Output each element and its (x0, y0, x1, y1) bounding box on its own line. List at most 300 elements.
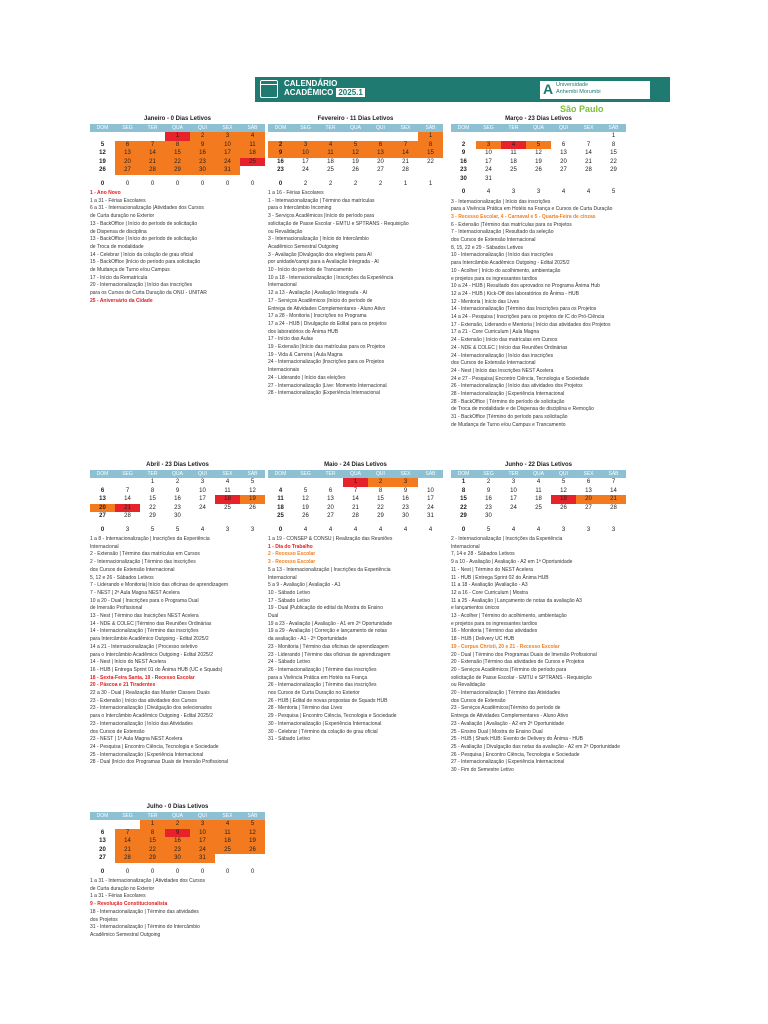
weekday-header: QUI (190, 470, 215, 478)
event-item: 17 a 21 - Core Curriculum | Aula Magna (451, 329, 540, 336)
event-item: 19 a 29 - Avaliação | Correção e lançamento de notas (268, 628, 388, 635)
event-item: 18 - HUB | Delivery UC HUB (451, 636, 515, 643)
weekday-header: SEG (476, 124, 501, 132)
weekday-header: SEX (215, 812, 240, 820)
day-cell: 3 (215, 132, 240, 141)
day-cell: 17 (199, 496, 206, 502)
events-list (268, 190, 443, 398)
day-cell: 8 (461, 487, 466, 494)
day-cell (215, 512, 240, 521)
university-logo: A Universidade Anhembi Morumbi (540, 81, 650, 99)
event-item: 1 a 31 - Férias Escolares (90, 893, 146, 900)
weekday-header: SÁB (240, 470, 265, 478)
day-cell: 15 (140, 837, 165, 846)
month-june (451, 461, 626, 775)
day-cell (601, 512, 626, 521)
day-cell: 15 (149, 496, 156, 502)
event-item: 20 - Internacionalização | Início das inscrições (90, 282, 193, 289)
weekday-header: SÁB (418, 470, 443, 478)
day-cell (501, 175, 526, 184)
day-cell (90, 478, 115, 487)
day-cell: 26 (99, 167, 106, 173)
event-item: 16 - HUB | Entrega Sprint 01 do Ânima HUB (UC e Squads) (90, 666, 223, 673)
event-item: 12 - Mentoria | Início das Lives (451, 298, 519, 305)
weekday-count: 0 (200, 180, 205, 187)
day-cell: 19 (240, 837, 265, 846)
weekday-header: SEG (476, 470, 501, 478)
day-cell: 2 (268, 141, 293, 150)
day-cell: 13 (99, 838, 106, 844)
day-cell (268, 478, 293, 487)
event-item: 24 - Internacionalização | Início das inscrições (451, 352, 554, 359)
weekday-count: 0 (100, 868, 105, 875)
weekday-count: 4 (536, 526, 541, 533)
weekday-header: QUA (165, 470, 190, 478)
event-item: 2 - Extensão | Término das matrículas em Cursos (90, 551, 200, 558)
weekday-count: 3 (561, 526, 566, 533)
day-cell: 11 (318, 149, 343, 158)
event-item: 19 a 23 - Avaliação | Avaliação - A1 em 2ª Oportunidade (268, 620, 393, 627)
day-cell (90, 820, 115, 829)
weekday-count: 1 (403, 180, 408, 187)
day-cell: 11 (277, 496, 284, 502)
event-item: 26 - Internacionalização | Início das atividades dos Projetos (451, 383, 583, 390)
day-cell: 22 (377, 504, 384, 511)
event-item: 23 - Internacionalização | Divulgação dos selecionados (90, 705, 212, 712)
day-cell: 8 (150, 487, 155, 494)
day-cell: 10 (293, 149, 318, 158)
day-cell: 7 (586, 141, 591, 148)
event-item: 17 - Extensão, Liderando e Mentoria | Início das atividades dos Projetos (451, 321, 611, 328)
event-item: 7, 14 e 28 - Sábados Letivos (451, 551, 515, 558)
weekday-header: TER (140, 812, 165, 820)
weekday-count: 5 (486, 526, 491, 533)
day-cell (526, 132, 551, 141)
weekday-count: 0 (225, 868, 230, 875)
day-cell: 9 (486, 487, 491, 494)
weekday-count-row (90, 526, 265, 535)
month-grid (451, 124, 626, 183)
event-item: 27 - Internacionalização | Experiência Internacional (451, 759, 565, 766)
weekday-count: 4 (403, 526, 408, 533)
weekday-header: SEG (115, 812, 140, 820)
day-cell: 4 (278, 487, 283, 494)
day-cell (418, 478, 443, 487)
day-cell: 25 (535, 504, 542, 511)
day-cell: 25 (224, 504, 231, 511)
day-cell: 24 (510, 504, 517, 511)
day-cell: 4 (501, 141, 526, 150)
weekday-header: SÁB (240, 812, 265, 820)
day-cell: 21 (140, 158, 165, 167)
day-cell: 2 (368, 478, 393, 487)
weekday-count: 4 (200, 526, 205, 533)
event-item: 1 - Ano Novo (90, 190, 121, 196)
weekday-header: QUA (343, 124, 368, 132)
day-cell: 21 (115, 504, 140, 513)
event-item: 18 - Sexta-Feira Santa, 19 - Recesso Escolar (90, 674, 195, 681)
event-item: 2 - Internacionalização | Inscrições da Experiência (451, 536, 563, 542)
day-cell (318, 132, 343, 141)
event-item: 14 - NDE & COLEC |Término das Reuniões Ordinárias (90, 620, 212, 627)
day-cell: 16 (485, 496, 492, 502)
event-item: Dual (268, 613, 279, 620)
day-cell: 23 (190, 158, 215, 167)
weekday-count: 5 (611, 189, 616, 195)
weekday-count-row (90, 868, 265, 877)
weekday-count: 1 (428, 180, 433, 187)
weekday-header: SEG (115, 124, 140, 132)
events-list (90, 190, 265, 306)
day-cell: 24 (215, 158, 240, 167)
event-item: de Dispensa de disciplina (90, 228, 147, 235)
day-cell: 4 (240, 132, 265, 141)
day-cell: 28 (402, 167, 409, 173)
day-cell: 13 (585, 487, 592, 494)
day-cell: 2 (165, 820, 190, 829)
weekday-count: 0 (200, 868, 205, 875)
day-cell: 6 (328, 487, 333, 494)
event-item: 7 - NEST | 2ª Aula Magna NEST Acelera (90, 589, 180, 596)
weekday-header: SEX (576, 124, 601, 132)
day-cell: 17 (215, 149, 240, 158)
day-cell: 1 (150, 479, 155, 485)
event-item: 1 - Dia do Trabalho (268, 543, 313, 550)
day-cell: 30 (165, 854, 190, 863)
event-item: Internacional (90, 543, 119, 550)
day-cell (240, 854, 265, 863)
event-item: 11 - HUB | Entrega Sprint 02 do Ânima HUB (451, 574, 549, 581)
day-cell (551, 132, 576, 141)
day-cell: 21 (585, 158, 592, 165)
events-list (268, 536, 443, 744)
day-cell: 24 (485, 167, 492, 173)
weekday-count: 2 (303, 180, 308, 187)
day-cell: 23 (485, 504, 492, 511)
day-cell: 8 (165, 141, 190, 150)
day-cell: 9 (461, 150, 466, 156)
weekday-count-row (451, 188, 626, 197)
event-item: de Imersão Profissional (90, 605, 143, 612)
day-cell: 22 (149, 504, 156, 511)
month-title: Março - 23 Dias Letivos (505, 116, 572, 122)
day-cell: 12 (249, 487, 256, 494)
day-cell: 27 (327, 513, 334, 519)
event-item: 9 a 10 - Avaliação | Avaliação - A2 em 1ª Oportunidade (451, 559, 573, 566)
event-item: 24 - Liderando | Início das eleições (268, 374, 346, 381)
event-item: dos Cursos de Extensão Internacional (451, 237, 536, 244)
event-item: 13 - Nest | Término das Inscrições NEST Acelera (90, 613, 199, 620)
day-cell: 12 (99, 150, 106, 156)
weekday-header: SÁB (601, 124, 626, 132)
weekday-count: 0 (100, 526, 105, 533)
weekday-count: 4 (511, 526, 516, 533)
event-item: 3 - Avaliação |Divulgação dos elegíveis para AI (268, 251, 372, 258)
day-cell: 6 (115, 141, 140, 150)
event-item: 5, 12 e 26 - Sábados Letivos (90, 574, 154, 581)
event-item: 20 - Extensão |Término das atividades de Cursos e Projetos (451, 659, 585, 666)
weekday-count: 0 (225, 180, 230, 187)
day-cell: 21 (352, 504, 359, 511)
event-item: 17 - Início das Aulas (268, 336, 314, 343)
day-cell: 23 (402, 504, 409, 511)
weekday-count: 5 (175, 526, 180, 533)
day-cell: 12 (535, 150, 542, 156)
day-cell: 14 (585, 150, 592, 156)
event-item: 10 - Início do período de Trancamento (268, 267, 353, 274)
day-cell: 5 (100, 141, 105, 148)
day-cell: 19 (99, 158, 106, 165)
day-cell: 31 (485, 175, 492, 182)
event-item: 27 - Internacionalização |Live: Momento Internacional (268, 382, 387, 389)
day-cell: 28 (140, 166, 165, 175)
day-cell (240, 166, 265, 175)
day-cell: 6 (561, 141, 566, 148)
event-item: de Troca de modalidade e de Dispensa de disciplina e Remoção (451, 406, 594, 413)
weekday-header: QUA (165, 812, 190, 820)
weekday-count: 3 (611, 526, 616, 533)
month-grid (268, 470, 443, 521)
day-cell: 31 (190, 854, 215, 863)
day-cell: 19 (240, 495, 265, 504)
day-cell: 26 (302, 513, 309, 519)
day-cell: 1 (611, 133, 616, 139)
event-item: nos Cursos de Curta Duração no Exterior (268, 690, 360, 697)
day-cell: 13 (99, 496, 106, 502)
weekday-header: SÁB (601, 470, 626, 478)
events-list (90, 878, 265, 940)
event-item: 26 - Pesquisa | Encontro Ciência, Tecnologia e Sociedade (451, 751, 580, 758)
weekday-header: DOM (451, 470, 476, 478)
day-cell: 10 (190, 829, 215, 838)
event-item: e lançamentos únicos (451, 605, 500, 612)
day-cell: 27 (585, 504, 592, 511)
day-cell: 14 (124, 496, 131, 502)
event-item: Acadêmico Semestral Outgoing (90, 931, 161, 938)
day-cell (215, 854, 240, 863)
day-cell (601, 175, 626, 184)
day-cell: 5 (526, 141, 551, 150)
event-item: 1 a 31 - Internacionalização | Atividades dos Cursos (90, 878, 205, 884)
day-cell: 3 (190, 820, 215, 829)
weekday-header: QUA (165, 124, 190, 132)
weekday-header: SEG (115, 470, 140, 478)
event-item: 5 a 9 - Avaliação | Avaliação - A1 (268, 582, 341, 589)
day-cell: 1 (461, 479, 466, 485)
event-item: de Mudança de Turno e/ou Campus e Trancamento (451, 421, 566, 428)
day-cell: 22 (460, 504, 467, 511)
event-item: 24 - Extensão | Início das matrículas em Cursos (451, 337, 558, 344)
day-cell: 21 (115, 846, 140, 855)
event-item: 26 - Internacionalização | Término das inscrições (268, 666, 377, 673)
day-cell (368, 132, 393, 141)
day-cell: 10 (485, 150, 492, 156)
event-item: para a Vivência Prática em Hotéis na França (268, 674, 368, 681)
event-item: 22 a 30 - Dual | Realização das Master Classes Duais (90, 690, 210, 697)
day-cell: 2 (461, 141, 466, 148)
day-cell: 29 (149, 513, 156, 519)
weekday-count: 2 (353, 180, 358, 187)
day-cell (576, 132, 601, 141)
event-item: 10 a 18 - Internacionalização | Inscrições da Experiência (268, 274, 394, 281)
event-item: 28 - Internacionalização | Experiência Internacional (451, 391, 565, 398)
day-cell: 26 (352, 167, 359, 173)
day-cell (526, 175, 551, 184)
day-cell: 24 (199, 504, 206, 511)
day-cell: 25 (510, 167, 517, 173)
day-cell: 28 (352, 513, 359, 519)
events-list (451, 536, 626, 775)
day-cell: 3 (293, 141, 318, 150)
day-cell: 2 (486, 479, 491, 485)
event-item: 10 - Sábado Letivo (268, 589, 310, 596)
event-item: 17 a 28 - Monitoria | Inscrições no Programa (268, 313, 367, 320)
event-item: 12 a 24 - HUB | Kick-Off dos laboratórios do Ânima - HUB (451, 290, 579, 297)
day-cell: 13 (327, 496, 334, 502)
month-may (268, 461, 443, 744)
weekday-count: 0 (150, 868, 155, 875)
day-cell: 30 (485, 513, 492, 519)
day-cell: 18 (535, 496, 542, 502)
weekday-count: 4 (561, 189, 566, 195)
day-cell (293, 132, 318, 141)
day-cell: 15 (165, 149, 190, 158)
event-item: 11 a 25 - Avaliação | Lançamento de notas da avaliação A3 (451, 597, 582, 604)
event-item: 19 - Vida & Carreira | Aula Magna (268, 351, 343, 358)
day-cell: 12 (343, 149, 368, 158)
event-item: 28 - BackOffice | Término do período de solicitação (451, 398, 565, 405)
day-cell: 31 (427, 513, 434, 519)
event-item: 11 a 18 - Avaliação |Avaliação - A3 (451, 582, 528, 589)
event-item: 14 - Nest | Início do NEST Acelera (90, 659, 166, 666)
event-item: 14 - Internacionalização | Término das inscrições (90, 628, 199, 635)
day-cell: 9 (165, 829, 190, 838)
weekday-count: 0 (125, 180, 130, 187)
weekday-header: DOM (90, 470, 115, 478)
logo-mark-icon: A (543, 81, 554, 97)
month-title: Janeiro - 0 Dias Letivos (143, 116, 212, 122)
weekday-header: SEX (393, 470, 418, 478)
weekday-count: 0 (250, 180, 255, 187)
weekday-count: 0 (175, 180, 180, 187)
day-cell: 8 (611, 141, 616, 148)
event-item: 17 - Serviços Acadêmicos |Início do período de (268, 297, 373, 304)
day-cell: 28 (124, 513, 131, 519)
event-item: 30 - Celebrar | Término da colação de grau oficial (268, 728, 378, 735)
event-item: 13 - Acolher | Término do acolhimento, ambientação (451, 613, 567, 620)
event-item: ou Revalidação (268, 228, 303, 235)
day-cell: 14 (115, 837, 140, 846)
weekday-header: SEX (215, 124, 240, 132)
event-item: 28 - Internacionalização |Experiência Internacional (268, 390, 380, 397)
month-february (268, 115, 443, 398)
weekday-count: 4 (428, 526, 433, 533)
day-cell: 7 (115, 829, 140, 838)
day-cell: 4 (318, 141, 343, 150)
day-cell (451, 132, 476, 141)
weekday-count: 3 (536, 189, 541, 195)
event-item: 23 - Liderando | Término das oficinas de aprendizagem (268, 651, 391, 658)
month-grid (90, 124, 265, 175)
day-cell: 23 (174, 504, 181, 511)
day-cell: 20 (327, 504, 334, 511)
month-march (451, 115, 626, 430)
day-cell: 1 (140, 820, 165, 829)
weekday-header: TER (318, 470, 343, 478)
day-cell: 19 (302, 504, 309, 511)
day-cell (268, 132, 293, 141)
month-title: Julho - 0 Dias Letivos (146, 804, 209, 810)
weekday-header: QUI (368, 470, 393, 478)
day-cell: 3 (393, 478, 418, 487)
weekday-header: QUA (526, 470, 551, 478)
day-cell: 20 (560, 158, 567, 165)
event-item: dos Cursos de Extensão (90, 728, 145, 735)
day-cell (240, 512, 265, 521)
event-item: 5 a 13 - Internacionalização | Inscrições da Experiência (268, 566, 391, 573)
day-cell (418, 166, 443, 175)
weekday-count: 0 (125, 868, 130, 875)
day-cell: 17 (190, 837, 215, 846)
month-grid (451, 470, 626, 521)
day-cell: 7 (125, 487, 130, 494)
event-item: 7 - Liderando e Monitoria| Início das oficinas de aprendizagem (90, 582, 229, 589)
event-item: 25 - Ensino Dual | Mostra do Ensino Dual (451, 728, 543, 735)
day-cell: 2 (175, 479, 180, 485)
event-item: 1 a 8 - Internacionalização | Inscrições da Experiência (90, 536, 210, 542)
event-item: 20 - Internacionalização | Término das Atividades (451, 690, 561, 697)
weekday-header: SÁB (418, 124, 443, 132)
weekday-header: TER (501, 124, 526, 132)
event-item: 30 - Internacionalização | Experiência Internacional (268, 720, 382, 727)
day-cell: 31 (215, 166, 240, 175)
event-item: 1 a 31 - Férias Escolares (90, 197, 146, 204)
day-cell: 25 (277, 513, 284, 519)
event-item: para os Cursos de Curta Duração da ONU - UNITAR (90, 290, 207, 297)
month-january (90, 115, 265, 306)
weekday-header: DOM (451, 124, 476, 132)
day-cell: 20 (99, 846, 106, 853)
weekday-count: 2 (328, 180, 333, 187)
day-cell: 1 (165, 132, 190, 141)
day-cell: 26 (249, 504, 256, 511)
event-item: 14 - Internacionalização |Término das Inscrições para os Projetos (451, 306, 597, 313)
day-cell: 7 (140, 141, 165, 150)
event-item: Acadêmico Semestral Outgoing (268, 243, 339, 250)
day-cell (526, 512, 551, 521)
event-item: dos Cursos de Extensão (451, 697, 506, 704)
weekday-header: QUI (368, 124, 393, 132)
event-item: 24 - NDE & COLEC | Início das Reuniões Ordinárias (451, 344, 568, 351)
event-item: 1 a 16 - Férias Escolares (268, 190, 324, 196)
weekday-header: SEG (293, 124, 318, 132)
event-item: 14 - Celebrar | Início da colação de grau oficial (90, 251, 194, 258)
day-cell: 16 (277, 158, 284, 165)
weekday-header: QUA (526, 124, 551, 132)
event-item: 23 - Monitoria | Término das oficinas de aprendizagem (268, 643, 389, 650)
event-item: 26 - Internacionalização | Término das inscrições (268, 682, 377, 689)
event-item: para a Vivência Prática em Hotéis na França e Cursos de Curta Duração (451, 206, 613, 213)
day-cell: 9 (190, 141, 215, 150)
day-cell: 16 (402, 496, 409, 502)
day-cell: 11 (535, 487, 542, 494)
events-list (451, 199, 626, 430)
day-cell: 15 (460, 496, 467, 502)
campus-name: São Paulo (560, 104, 604, 114)
event-item: Internacional (268, 282, 297, 289)
event-item: 30 - Fim do Semestre Letivo (451, 767, 514, 774)
event-item: de Curta duração no Exterior (90, 213, 155, 220)
